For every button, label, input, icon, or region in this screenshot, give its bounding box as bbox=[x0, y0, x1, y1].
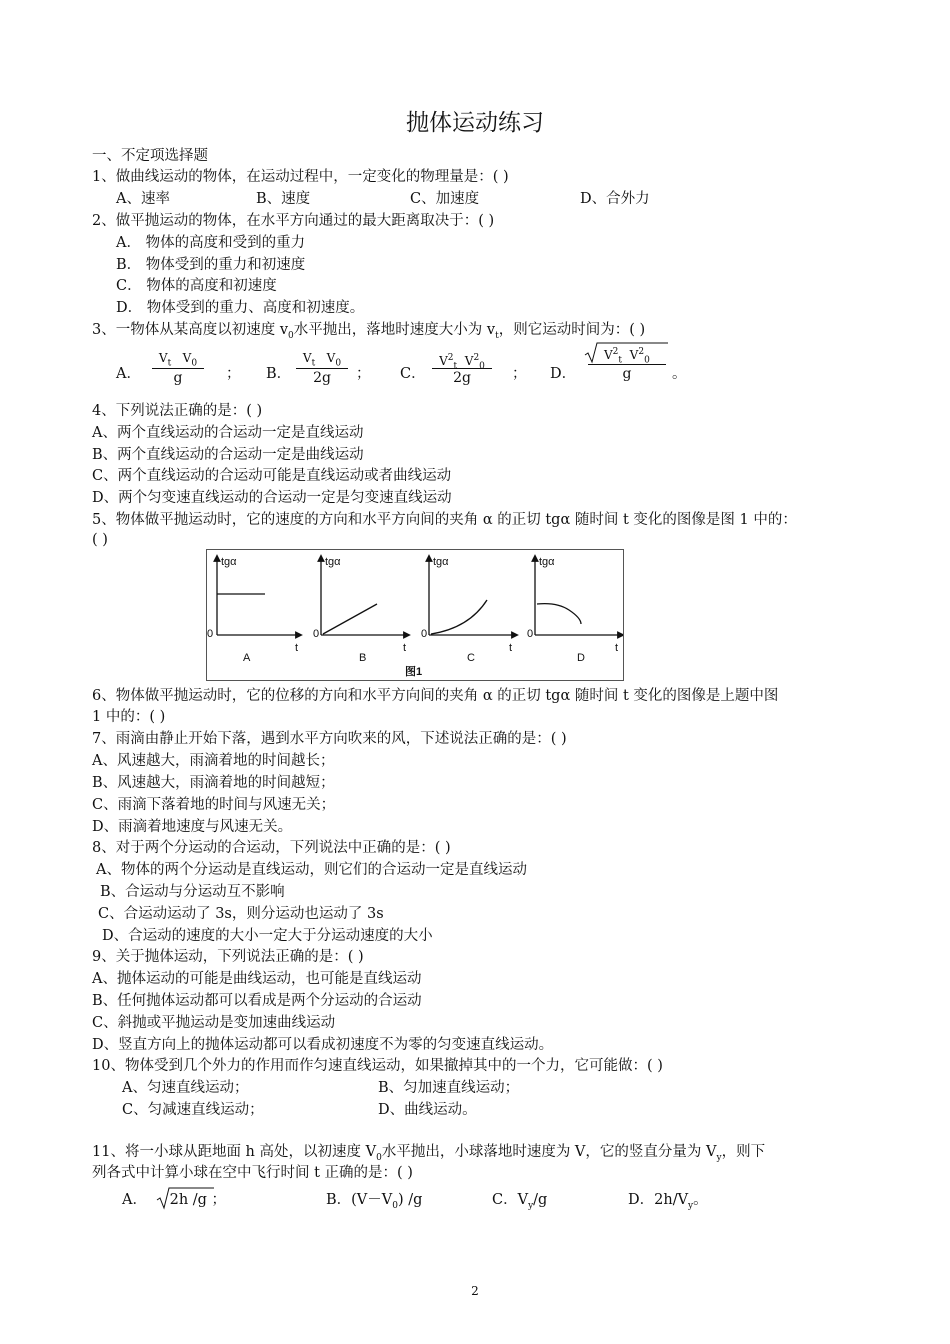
q10-option-a: A、匀速直线运动； bbox=[122, 1080, 249, 1096]
q8-option-c: C、合运动运动了 3s，则分运动也运动了 3s bbox=[98, 906, 384, 922]
q2-option-d: D． 物体受到的重力、高度和初速度。 bbox=[116, 300, 365, 316]
q11-option-b: B．$(V-V_0)$ /g bbox=[326, 1192, 423, 1211]
graph-b-label: B bbox=[359, 652, 367, 664]
q10-option-c: C、匀减速直线运动； bbox=[122, 1102, 264, 1118]
page-title: 抛体运动练习 bbox=[406, 110, 544, 136]
q6-line2: 1 中的：( ) bbox=[92, 709, 166, 725]
q4-stem: 4、下列说法正确的是：( ) bbox=[92, 403, 263, 419]
q3-formula-c: $V^2_t$ $V^2_0$ 2g bbox=[428, 350, 496, 387]
graph-d-ylabel: tgα bbox=[539, 556, 555, 568]
q1-option-c: C、加速度 bbox=[410, 191, 480, 207]
q8-option-a: A、物体的两个分运动是直线运动，则它们的合运动一定是直线运动 bbox=[96, 862, 527, 878]
q6-line1: 6、物体做平抛运动时，它的位移的方向和水平方向间的夹角 α 的正切 tgα 随时间 t 变化的图像是上题中图 bbox=[92, 688, 779, 704]
q11-line2: 列各式中计算小球在空中飞行时间 t 正确的是：( ) bbox=[92, 1165, 413, 1181]
graph-a-ylabel: tgα bbox=[221, 556, 237, 568]
q3-formula-b: $V_t$ $V_0$ 2g bbox=[292, 350, 352, 387]
q2-option-a: A． 物体的高度和受到的重力 bbox=[116, 235, 306, 251]
q3-option-a-label: A． bbox=[116, 366, 141, 382]
q9-stem: 9、关于抛体运动，下列说法正确的是：( ) bbox=[92, 949, 364, 965]
q10-option-b: B、匀加速直线运动； bbox=[378, 1080, 520, 1096]
q2-stem: 2、做平抛运动的物体，在水平方向通过的最大距离取决于：( ) bbox=[92, 213, 495, 229]
graph-b-ylabel: tgα bbox=[325, 556, 341, 568]
q5-blank: ( ) bbox=[92, 532, 108, 548]
q2-option-b: B． 物体受到的重力和初速度 bbox=[116, 257, 306, 273]
q11-option-c: C．$V_y/g$ bbox=[492, 1192, 548, 1211]
graph-c bbox=[429, 558, 515, 635]
period: 。 bbox=[672, 366, 687, 382]
graph-a-label: A bbox=[243, 652, 251, 664]
graph-d-curve bbox=[537, 604, 581, 624]
figure-1-graphs bbox=[207, 550, 623, 680]
graph-d-xlabel: t bbox=[615, 642, 619, 654]
q11-option-d: D．$2h/V_y$。 bbox=[628, 1192, 708, 1211]
figure-caption: 图1 bbox=[405, 666, 423, 678]
q5-stem: 5、物体做平抛运动时，它的速度的方向和水平方向间的夹角 α 的正切 tgα 随时间 t 变化的图像是图 1 中的： bbox=[92, 512, 797, 528]
q3-formula-a: $V_t$ $V_0$ g bbox=[148, 350, 208, 387]
graph-c-label: C bbox=[467, 652, 475, 664]
q3-stem: 3、一物体从某高度以初速度 $v_0$水平抛出，落地时速度大小为 $v_t$，则它运动时间为：( ) bbox=[92, 322, 646, 341]
page-number: 2 bbox=[471, 1284, 479, 1298]
graph-c-ylabel: tgα bbox=[433, 556, 449, 568]
q7-option-a: A、风速越大，雨滴着地的时间越长； bbox=[92, 753, 335, 769]
separator: ； bbox=[226, 366, 241, 382]
q3-option-d-label: D． bbox=[550, 366, 577, 382]
graph-b-origin: 0 bbox=[313, 628, 320, 640]
graph-d bbox=[535, 558, 621, 635]
q4-option-c: C、两个直线运动的合运动可能是直线运动或者曲线运动 bbox=[92, 468, 452, 484]
q7-option-d: D、雨滴着地速度与风速无关。 bbox=[92, 819, 293, 835]
graph-b bbox=[321, 558, 407, 635]
q3-option-b-label: B． bbox=[266, 366, 292, 382]
q1-option-a: A、速率 bbox=[116, 191, 170, 207]
graph-b-curve bbox=[323, 604, 377, 634]
q3-option-c-label: C． bbox=[400, 366, 426, 382]
q1-stem: 1、做曲线运动的物体，在运动过程中，一定变化的物理量是：( ) bbox=[92, 169, 509, 185]
q1-option-b: B、速度 bbox=[256, 191, 311, 207]
q9-option-c: C、斜抛或平抛运动是变加速曲线运动 bbox=[92, 1015, 336, 1031]
figure-1 bbox=[206, 549, 624, 681]
q9-option-d: D、竖直方向上的抛体运动都可以看成初速度不为零的匀变速直线运动。 bbox=[92, 1037, 554, 1053]
graph-a-origin: 0 bbox=[207, 628, 214, 640]
q11-option-a: A． 2h /g ； bbox=[122, 1190, 226, 1210]
section-heading: 一、不定项选择题 bbox=[92, 148, 208, 164]
sqrt-sign-icon bbox=[156, 1186, 216, 1210]
q3-formula-d: $V^2_t$ $V^2_0$ g bbox=[584, 344, 670, 383]
graph-a bbox=[217, 558, 299, 635]
q10-option-d: D、曲线运动。 bbox=[378, 1102, 477, 1118]
q10-stem: 10、物体受到几个外力的作用而作匀速直线运动，如果撤掉其中的一个力，它可能做：( ) bbox=[92, 1058, 663, 1074]
graph-c-xlabel: t bbox=[509, 642, 513, 654]
q4-option-b: B、两个直线运动的合运动一定是曲线运动 bbox=[92, 447, 364, 463]
separator: ； bbox=[512, 366, 527, 382]
q7-stem: 7、雨滴由静止开始下落，遇到水平方向吹来的风，下述说法正确的是：( ) bbox=[92, 731, 567, 747]
graph-d-label: D bbox=[577, 652, 585, 664]
graph-a-xlabel: t bbox=[295, 642, 299, 654]
q9-option-b: B、任何抛体运动都可以看成是两个分运动的合运动 bbox=[92, 993, 422, 1009]
q7-option-c: C、雨滴下落着地的时间与风速无关； bbox=[92, 797, 336, 813]
graph-c-curve bbox=[431, 600, 487, 634]
sqrt-sign-icon bbox=[584, 342, 670, 364]
q8-option-d: D、合运动的速度的大小一定大于分运动速度的大小 bbox=[102, 928, 433, 944]
graph-d-origin: 0 bbox=[527, 628, 534, 640]
graph-c-origin: 0 bbox=[421, 628, 428, 640]
q11-line1: 11、将一小球从距地面 h 高处，以初速度 $V_0$水平抛出，小球落地时速度为 V，它的竖直分量为 $V_y$，则下 bbox=[92, 1144, 766, 1163]
q7-option-b: B、风速越大，雨滴着地的时间越短； bbox=[92, 775, 335, 791]
separator: ； bbox=[356, 366, 371, 382]
q9-option-a: A、抛体运动的可能是曲线运动，也可能是直线运动 bbox=[92, 971, 422, 987]
q2-option-c: C． 物体的高度和初速度 bbox=[116, 278, 277, 294]
q8-option-b: B、合运动与分运动互不影响 bbox=[100, 884, 285, 900]
q8-stem: 8、对于两个分运动的合运动，下列说法中正确的是：( ) bbox=[92, 840, 451, 856]
q4-option-a: A、两个直线运动的合运动一定是直线运动 bbox=[92, 425, 364, 441]
graph-b-xlabel: t bbox=[403, 642, 407, 654]
q4-option-d: D、两个匀变速直线运动的合运动一定是匀变速直线运动 bbox=[92, 490, 452, 506]
q1-option-d: D、合外力 bbox=[580, 191, 650, 207]
